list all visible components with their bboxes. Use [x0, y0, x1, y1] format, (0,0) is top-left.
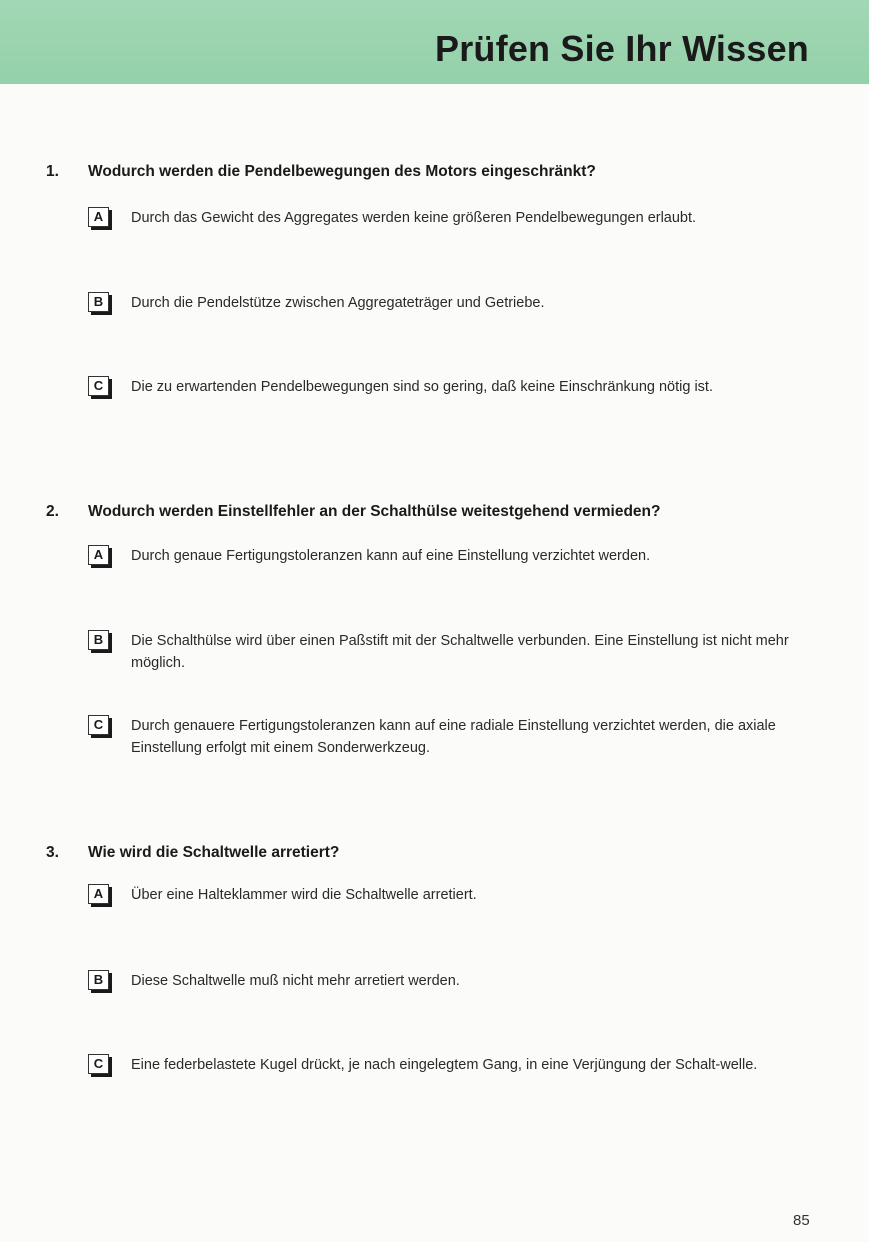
question-number: 1.: [46, 163, 59, 180]
option-text: Eine federbelastete Kugel drückt, je nach eingelegtem Gang, in eine Verjüngung der Schalt-welle.: [131, 1057, 758, 1073]
option-text: Diese Schaltwelle muß nicht mehr arretiert werden.: [131, 973, 460, 989]
answer-box-c[interactable]: C: [88, 376, 109, 396]
question-number: 3.: [46, 844, 59, 861]
page-title: Prüfen Sie Ihr Wissen: [435, 28, 809, 69]
option-text: Durch das Gewicht des Aggregates werden keine größeren Pendelbewegungen erlaubt.: [131, 210, 697, 226]
answer-box-b[interactable]: B: [88, 970, 109, 990]
answer-box-c[interactable]: C: [88, 715, 109, 735]
answer-box-b[interactable]: B: [88, 630, 109, 650]
answer-box-a[interactable]: A: [88, 545, 109, 565]
question-text: Wodurch werden die Pendelbewegungen des Motors eingeschränkt?: [88, 163, 596, 180]
option-text: Durch genaue Fertigungstoleranzen kann auf eine Einstellung verzichtet werden.: [131, 548, 651, 564]
option-text: Die zu erwartenden Pendelbewegungen sind so gering, daß keine Einschränkung nötig ist.: [131, 379, 713, 395]
answer-box-a[interactable]: A: [88, 207, 109, 227]
page-header: [0, 0, 869, 84]
option-text: Über eine Halteklammer wird die Schaltwelle arretiert.: [131, 887, 477, 903]
answer-box-b[interactable]: B: [88, 292, 109, 312]
page-number: 85: [793, 1212, 810, 1229]
option-text: Durch genauere Fertigungstoleranzen kann auf eine radiale Einstellung verzichtet werden, die axiale Einstellung erfolgt mit einem Sonderwerkzeug.: [131, 718, 776, 756]
question-text: Wodurch werden Einstellfehler an der Schalthülse weitestgehend vermieden?: [88, 503, 661, 520]
question-number: 2.: [46, 503, 59, 520]
answer-box-c[interactable]: C: [88, 1054, 109, 1074]
answer-box-a[interactable]: A: [88, 884, 109, 904]
question-text: Wie wird die Schaltwelle arretiert?: [88, 844, 340, 861]
option-text: Die Schalthülse wird über einen Paßstift mit der Schaltwelle verbunden. Eine Einstellung ist nicht mehr möglich.: [131, 633, 789, 671]
option-text: Durch die Pendelstütze zwischen Aggregateträger und Getriebe.: [131, 295, 545, 311]
